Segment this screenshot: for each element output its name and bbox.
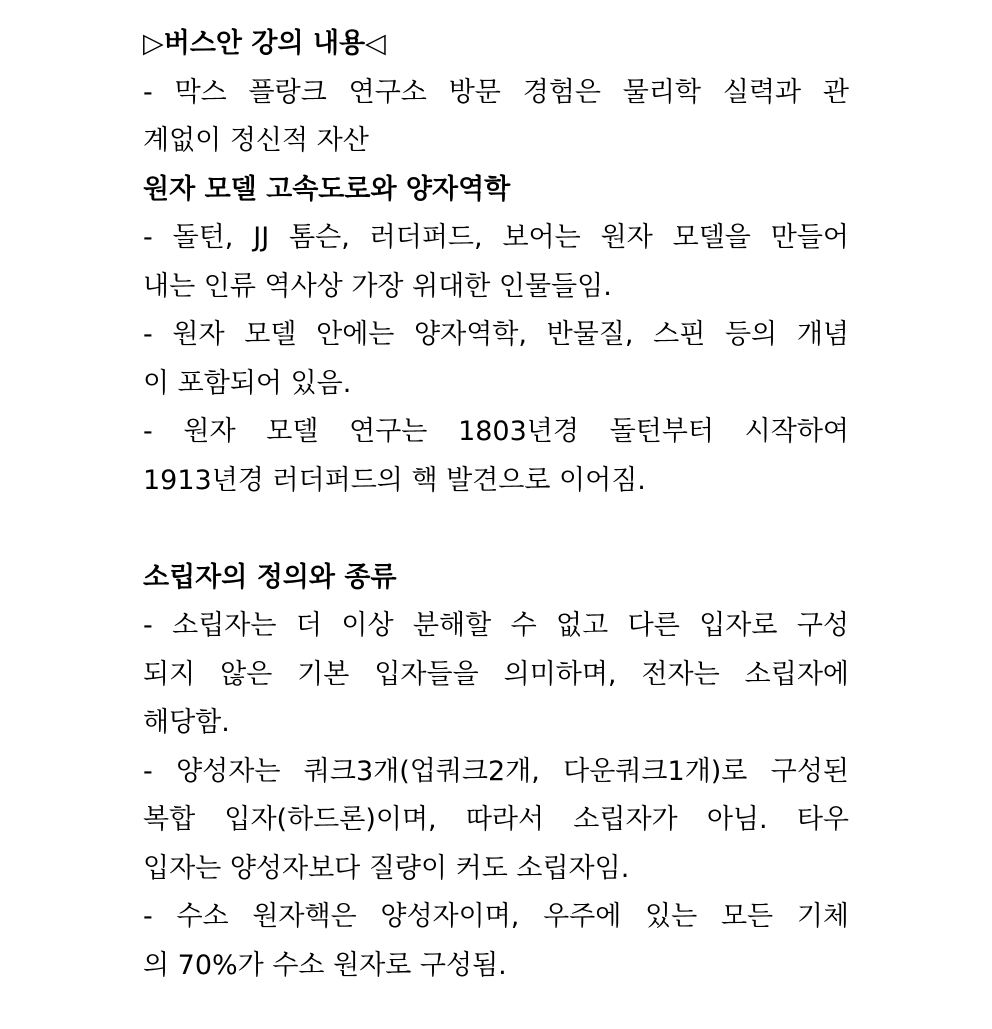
atom-bullet-1-line-2: 내는 인류 역사상 가장 위대한 인물들임. [143,270,612,302]
document-body [143,20,849,990]
elementary-bullet-1-line-1: - 소립자는 더 이상 분해할 수 없고 다른 입자로 구성 [143,610,849,641]
lecture-bullet-1-line-1: - 막스 플랑크 연구소 방문 경험은 물리학 실력과 관 [143,76,849,108]
elementary-bullet-2-line-3: 입자는 양성자보다 질량이 커도 소립자임. [143,852,630,884]
blank-line [143,505,849,554]
elementary-bullet-1-line-3: 해당함. [143,707,230,738]
elementary-bullet-3-line-2: 의 70%가 수소 원자로 구성됨. [143,949,507,981]
atom-model-heading: 원자 모델 고속도로와 양자역학 [143,173,511,205]
elementary-bullet-1-line-2: 되지 않은 기본 입자들을 의미하며, 전자는 소립자에 [143,658,849,690]
atom-bullet-1-line-1: - 돌턴, JJ 톰슨, 러더퍼드, 보어는 원자 모델을 만들어 [143,222,849,253]
atom-bullet-2-line-2: 이 포함되어 있음. [143,367,352,399]
atom-bullet-3-line-2: 1913년경 러더퍼드의 핵 발견으로 이어짐. [143,464,646,496]
lecture-bullet-1-line-2: 계없이 정신적 자산 [143,125,369,156]
elementary-bullet-2-line-1: - 양성자는 쿼크3개(업쿼크2개, 다운쿼크1개)로 구성된 [143,755,849,787]
elementary-heading: 소립자의 정의와 종류 [143,561,397,593]
atom-bullet-3-line-1: - 원자 모델 연구는 1803년경 돌턴부터 시작하여 [143,416,849,447]
elementary-bullet-3-line-1: - 수소 원자핵은 양성자이며, 우주에 있는 모든 기체 [143,901,849,932]
elementary-bullet-2-line-2: 복합 입자(하드론)이며, 따라서 소립자가 아님. 타우 [143,804,849,835]
lecture-heading: ▷버스안 강의 내용◁ [143,28,386,59]
atom-bullet-2-line-1: - 원자 모델 안에는 양자역학, 반물질, 스핀 등의 개념 [143,319,849,350]
